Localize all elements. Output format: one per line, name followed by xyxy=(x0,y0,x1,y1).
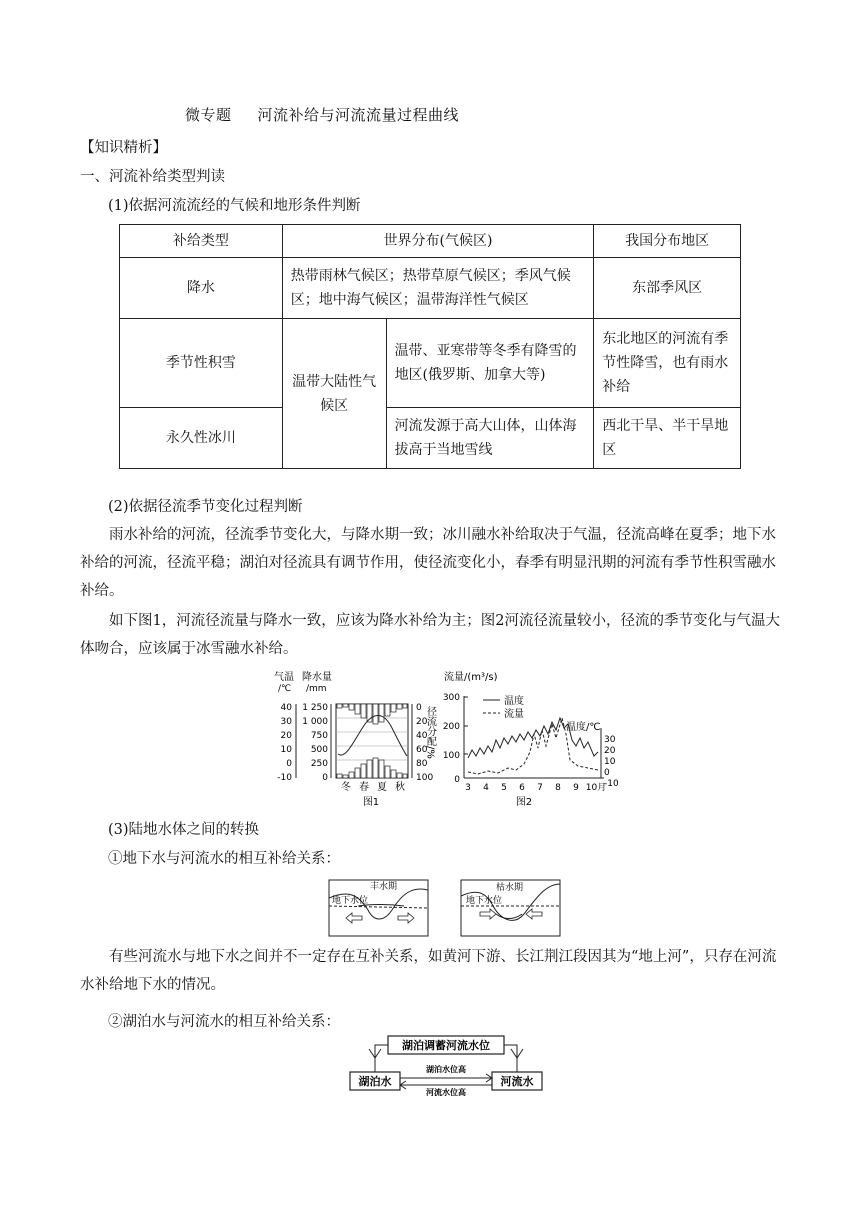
subheading-1: (1)依据河流流经的气候和地形条件判断 xyxy=(108,198,361,214)
fig1-temp-label: 气温 xyxy=(274,672,294,683)
gw-wet-level-label: 地下水位 xyxy=(332,896,369,906)
table-row xyxy=(120,319,741,408)
fig2-temp-tick: 0 xyxy=(604,768,610,778)
subheading-2: (2)依据径流季节变化过程判断 xyxy=(108,499,303,515)
fig1-precip-label: 降水量 xyxy=(302,672,332,683)
table-cell: 河流发源于高大山体，山体海拔高于当地雪线 xyxy=(386,408,594,469)
fig2-x-tick: 10月 xyxy=(585,783,607,793)
fig1-precip-tick: 1 000 xyxy=(302,717,328,727)
fig1-precip-tick: 250 xyxy=(310,759,328,769)
fig2-x-tick: 4 xyxy=(483,783,489,793)
fig1-precip-unit: /mm xyxy=(306,684,327,694)
fig2-temp-tick: 10 xyxy=(604,757,616,767)
table-cell: 季节性积雪 xyxy=(120,319,283,408)
lake-regulate-label: 湖泊调蓄河流水位 xyxy=(402,1039,490,1052)
paragraph-1: 雨水补给的河流，径流季节变化大，与降水期一致；冰川融水补给取决于气温，径流高峰在夏季；地下水补给的河流，径流平稳；湖泊对径流具有调节作用，使径流变化小，春季有明显汛期的河流有季节性积雪融水补给。 xyxy=(80,527,776,599)
river-water-label: 河流水 xyxy=(500,1075,534,1088)
lake-river-diagram xyxy=(348,1034,544,1096)
fig1-runoff-tick: 0 xyxy=(416,703,422,713)
fig2-legend-flow: 流量 xyxy=(504,709,524,720)
fig1-precip-tick: 500 xyxy=(310,745,328,755)
fig2-temp-tick: 20 xyxy=(604,746,616,756)
gw-dry-label: 枯水期 xyxy=(496,883,524,893)
supply-type-table xyxy=(119,224,741,469)
table-cell: 降水 xyxy=(120,258,283,319)
page-title xyxy=(185,104,459,125)
fig1-temp-tick: 40 xyxy=(280,703,292,713)
lake-water-label: 湖泊水 xyxy=(358,1075,392,1088)
table-cell: 西北干旱、半干旱地区 xyxy=(594,408,741,469)
fig2-x-tick: 5 xyxy=(501,783,507,793)
fig1-precip-tick: 750 xyxy=(310,731,328,741)
table-header-row xyxy=(120,225,741,258)
lake-high-label: 湖泊水位高 xyxy=(426,1065,466,1074)
fig1-precip-bars xyxy=(337,758,407,778)
fig1-runoff-tick: 80 xyxy=(416,759,428,769)
fig1-temp-tick: 0 xyxy=(286,759,292,769)
paragraph-2: 如下图1，河流径流量与降水一致，应该为降水补给为主；图2河流径流量较小，径流的季节变化与气温大体吻合，应该属于冰雪融水补给。 xyxy=(80,613,780,657)
table-header: 我国分布地区 xyxy=(594,225,741,258)
table-row xyxy=(120,408,741,469)
fig1-temp-unit: /℃ xyxy=(278,684,292,694)
fig1-temp-curve xyxy=(338,715,407,756)
table-cell: 东部季风区 xyxy=(594,258,741,319)
section-tag: 【知识精析】 xyxy=(80,140,167,156)
gw-dry-season-diagram xyxy=(460,876,562,938)
fig2-flow-tick: 0 xyxy=(454,775,460,785)
title-prefix: 微专题 xyxy=(185,106,232,124)
table-cell: 永久性冰川 xyxy=(120,408,283,469)
connector-line xyxy=(375,1045,388,1072)
connector-line xyxy=(504,1045,517,1072)
item-1: ①地下水与河流水的相互补给关系： xyxy=(108,851,340,867)
river-high-label: 河流水位高 xyxy=(426,1088,466,1096)
fig1-season: 夏 xyxy=(377,782,387,793)
figure-2-flow-chart xyxy=(438,668,620,810)
fig2-flow-label: 流量/(m³/s) xyxy=(444,672,498,683)
fig1-temp-tick: 30 xyxy=(280,717,292,727)
fig2-x-tick: 7 xyxy=(537,783,543,793)
fig2-temp-tick: 30 xyxy=(604,735,616,745)
fig1-precip-tick: 1 250 xyxy=(302,703,328,713)
fig2-flow-tick: 100 xyxy=(442,751,460,761)
fig2-flow-tick: 300 xyxy=(442,693,460,703)
fig1-temp-tick: 10 xyxy=(280,745,292,755)
fig1-season: 春 xyxy=(359,782,369,793)
figure-1-climate-chart xyxy=(270,668,446,810)
fig1-runoff-bars xyxy=(337,704,407,724)
fig2-x-tick: 9 xyxy=(573,783,579,793)
gw-dry-level-label: 地下水位 xyxy=(466,896,503,906)
fig1-temp-tick: 20 xyxy=(280,731,292,741)
fig2-legend-temp: 温度 xyxy=(504,696,524,707)
fig2-x-tick: 6 xyxy=(519,783,525,793)
fig1-runoff-tick: 100 xyxy=(416,773,434,783)
gw-wet-label: 丰水期 xyxy=(370,882,398,892)
fig1-caption: 图1 xyxy=(362,797,380,808)
table-row xyxy=(120,258,741,319)
fig1-precip-tick: 0 xyxy=(322,773,328,783)
table-cell: 温带、亚寒带等冬季有降雪的地区(俄罗斯、加拿大等) xyxy=(386,319,594,408)
table-cell: 温带大陆性气候区 xyxy=(282,319,386,469)
table-cell: 东北地区的河流有季节性降雪，也有雨水补给 xyxy=(594,319,741,408)
fig2-temp-tick: -10 xyxy=(604,779,619,789)
fig1-runoff-tick: 60 xyxy=(416,745,428,755)
fig2-temp-label: 温度/℃ xyxy=(566,722,601,733)
subheading-3: (3)陆地水体之间的转换 xyxy=(108,822,260,838)
heading-1: 一、河流补给类型判读 xyxy=(80,169,225,185)
item-2: ②湖泊水与河流水的相互补给关系： xyxy=(108,1014,340,1030)
fig2-x-tick: 3 xyxy=(465,783,471,793)
table-header: 世界分布(气候区) xyxy=(282,225,593,258)
table-cell: 热带雨林气候区；热带草原气候区；季风气候区；地中海气候区；温带海洋性气候区 xyxy=(282,258,593,319)
fig1-season: 冬 xyxy=(341,782,351,793)
fig1-runoff-tick: 40 xyxy=(416,731,428,741)
fig2-x-tick: 8 xyxy=(555,783,561,793)
fig2-flow-tick: 200 xyxy=(442,722,460,732)
title-main: 河流补给与河流流量过程曲线 xyxy=(257,106,460,124)
table-header: 补给类型 xyxy=(120,225,283,258)
fig1-temp-tick: -10 xyxy=(277,773,292,783)
fig1-season: 秋 xyxy=(395,782,405,793)
gw-wet-season-diagram xyxy=(328,876,430,938)
fig1-runoff-tick: 20 xyxy=(416,717,428,727)
fig1-runoff-label: 径流分配/% xyxy=(424,706,436,759)
fig2-caption: 图2 xyxy=(515,797,533,808)
paragraph-3: 有些河流水与地下水之间并不一定存在互补关系，如黄河下游、长江荆江段因其为“地上河”，只存在河流水补给地下水的情况。 xyxy=(80,949,777,993)
